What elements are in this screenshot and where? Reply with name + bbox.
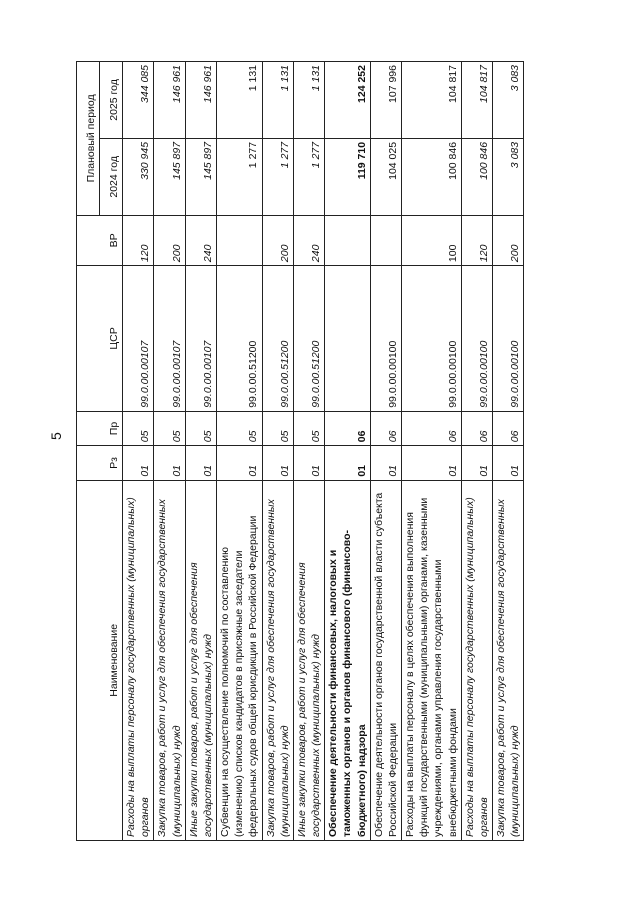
row-value-2025: 104 817 bbox=[461, 62, 492, 139]
row-pr: 06 bbox=[370, 411, 401, 445]
row-name: Закупка товаров, работ и услуг для обеспечения государственных (муниципальных) нужд bbox=[262, 480, 293, 840]
table-row bbox=[123, 62, 154, 841]
row-name: Иные закупки товаров, работ и услуг для обеспечения государственных (муниципальных) нужд bbox=[185, 480, 216, 840]
row-csr: 99.0.00.00107 bbox=[185, 266, 216, 412]
table-row bbox=[217, 62, 263, 841]
header-pr: Пр bbox=[77, 411, 123, 445]
row-rz: 01 bbox=[185, 446, 216, 480]
header-year-2025: 2025 год bbox=[100, 62, 123, 139]
header-name: Наименование bbox=[77, 480, 123, 840]
row-value-2024: 100 846 bbox=[402, 138, 462, 215]
table-row bbox=[325, 62, 371, 841]
page-number: 5 bbox=[48, 432, 64, 440]
row-vr: 120 bbox=[461, 215, 492, 265]
row-vr bbox=[325, 215, 371, 265]
row-name: Обеспечение деятельности органов государственной власти субъекта Российской Федерации bbox=[370, 480, 401, 840]
row-csr: 99.0.00.51200 bbox=[293, 266, 324, 412]
table-row bbox=[154, 62, 185, 841]
header-year-2024: 2024 год bbox=[100, 138, 123, 215]
row-pr: 05 bbox=[293, 411, 324, 445]
row-value-2025: 1 131 bbox=[217, 62, 263, 139]
row-name: Закупка товаров, работ и услуг для обеспечения государственных (муниципальных) нужд bbox=[154, 480, 185, 840]
row-csr: 99.0.00.51200 bbox=[217, 266, 263, 412]
row-pr: 05 bbox=[154, 411, 185, 445]
row-name: Закупка товаров, работ и услуг для обеспечения государственных (муниципальных) нужд bbox=[493, 480, 524, 840]
row-value-2025: 1 131 bbox=[262, 62, 293, 139]
row-name: Расходы на выплаты персоналу в целях обеспечения выполнения функций государственными (муниципальными) органами, казенными учреждениями, органами управления государственными внебюджетными фондами bbox=[402, 480, 462, 840]
row-value-2024: 1 277 bbox=[293, 138, 324, 215]
row-rz: 01 bbox=[262, 446, 293, 480]
row-rz: 01 bbox=[370, 446, 401, 480]
header-csr: ЦСР bbox=[77, 266, 123, 412]
row-rz: 01 bbox=[123, 446, 154, 480]
row-csr: 99.0.00.00100 bbox=[493, 266, 524, 412]
row-value-2024: 119 710 bbox=[325, 138, 371, 215]
row-name: Обеспечение деятельности финансовых, налоговых и таможенных органов и органов финансового (финансово-бюджетного) надзора bbox=[325, 480, 371, 840]
row-rz: 01 bbox=[325, 446, 371, 480]
table-row bbox=[185, 62, 216, 841]
header-vr: ВР bbox=[77, 215, 123, 265]
header-planned-period: Плановый период bbox=[77, 62, 100, 216]
table-row bbox=[293, 62, 324, 841]
header-rz: Рз bbox=[77, 446, 123, 480]
row-value-2025: 3 083 bbox=[493, 62, 524, 139]
row-pr: 05 bbox=[123, 411, 154, 445]
table-row bbox=[370, 62, 401, 841]
row-value-2024: 145 897 bbox=[154, 138, 185, 215]
row-csr: 99.0.00.00100 bbox=[402, 266, 462, 412]
row-value-2024: 1 277 bbox=[217, 138, 263, 215]
row-pr: 06 bbox=[325, 411, 371, 445]
table-row bbox=[262, 62, 293, 841]
row-vr: 240 bbox=[293, 215, 324, 265]
row-rz: 01 bbox=[493, 446, 524, 480]
row-value-2024: 3 083 bbox=[493, 138, 524, 215]
row-rz: 01 bbox=[154, 446, 185, 480]
row-value-2025: 104 817 bbox=[402, 62, 462, 139]
row-value-2025: 124 252 bbox=[325, 62, 371, 139]
table-row bbox=[493, 62, 524, 841]
row-pr: 05 bbox=[217, 411, 263, 445]
row-vr: 200 bbox=[154, 215, 185, 265]
row-value-2025: 146 961 bbox=[154, 62, 185, 139]
row-name: Расходы на выплаты персоналу государственных (муниципальных) органов bbox=[461, 480, 492, 840]
row-value-2025: 1 131 bbox=[293, 62, 324, 139]
row-csr: 99.0.00.00100 bbox=[370, 266, 401, 412]
table-row bbox=[402, 62, 462, 841]
row-rz: 01 bbox=[402, 446, 462, 480]
row-csr: 99.0.00.00107 bbox=[154, 266, 185, 412]
row-value-2025: 344 085 bbox=[123, 62, 154, 139]
rotated-page-content bbox=[76, 61, 560, 841]
row-vr: 100 bbox=[402, 215, 462, 265]
row-value-2025: 146 961 bbox=[185, 62, 216, 139]
row-pr: 06 bbox=[461, 411, 492, 445]
table-row bbox=[461, 62, 492, 841]
row-value-2024: 1 277 bbox=[262, 138, 293, 215]
row-name: Расходы на выплаты персоналу государственных (муниципальных) органов bbox=[123, 480, 154, 840]
row-pr: 05 bbox=[262, 411, 293, 445]
row-name: Субвенции на осуществление полномочий по составлению (изменению) списков кандидатов в присяжные заседатели федеральных судов общей юрисдикции в Российской Федерации bbox=[217, 480, 263, 840]
row-csr: 99.0.00.00107 bbox=[123, 266, 154, 412]
row-pr: 05 bbox=[185, 411, 216, 445]
row-value-2024: 330 945 bbox=[123, 138, 154, 215]
row-name: Иные закупки товаров, работ и услуг для обеспечения государственных (муниципальных) нужд bbox=[293, 480, 324, 840]
row-vr bbox=[217, 215, 263, 265]
row-vr bbox=[370, 215, 401, 265]
row-vr: 200 bbox=[262, 215, 293, 265]
row-vr: 240 bbox=[185, 215, 216, 265]
row-value-2024: 145 897 bbox=[185, 138, 216, 215]
row-value-2025: 107 996 bbox=[370, 62, 401, 139]
budget-table bbox=[76, 61, 524, 841]
header-row bbox=[77, 62, 100, 841]
row-rz: 01 bbox=[217, 446, 263, 480]
row-rz: 01 bbox=[293, 446, 324, 480]
row-vr: 200 bbox=[493, 215, 524, 265]
row-csr: 99.0.00.00100 bbox=[461, 266, 492, 412]
row-value-2024: 100 846 bbox=[461, 138, 492, 215]
row-value-2024: 104 025 bbox=[370, 138, 401, 215]
row-csr bbox=[325, 266, 371, 412]
row-rz: 01 bbox=[461, 446, 492, 480]
row-pr: 06 bbox=[493, 411, 524, 445]
row-csr: 99.0.00.51200 bbox=[262, 266, 293, 412]
row-pr: 06 bbox=[402, 411, 462, 445]
row-vr: 120 bbox=[123, 215, 154, 265]
